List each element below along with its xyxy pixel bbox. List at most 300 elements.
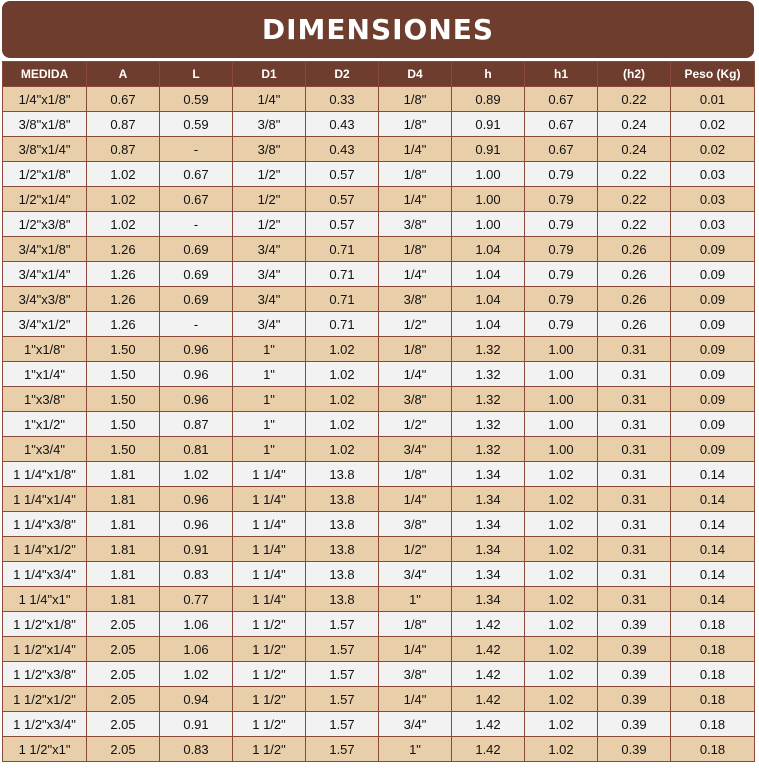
table-cell: 0.91 <box>452 112 525 137</box>
table-cell: 1/2"x1/4" <box>3 187 87 212</box>
table-cell: 1.34 <box>452 587 525 612</box>
table-cell: 0.09 <box>671 262 755 287</box>
table-cell: 1.00 <box>452 187 525 212</box>
table-cell: 0.26 <box>598 312 671 337</box>
table-cell: 1"x3/8" <box>3 387 87 412</box>
table-cell: 1.02 <box>525 612 598 637</box>
table-cell: 0.09 <box>671 362 755 387</box>
table-cell: 0.31 <box>598 537 671 562</box>
table-cell: 1/2" <box>233 212 306 237</box>
table-cell: 1.04 <box>452 312 525 337</box>
table-cell: 3/4" <box>379 562 452 587</box>
table-cell: 1.50 <box>87 412 160 437</box>
table-cell: 3/4" <box>379 712 452 737</box>
table-cell: 1.57 <box>306 737 379 762</box>
table-cell: 1 1/4"x1/2" <box>3 537 87 562</box>
table-cell: 0.83 <box>160 737 233 762</box>
table-cell: 1" <box>233 412 306 437</box>
table-cell: 3/8" <box>233 137 306 162</box>
table-cell: 1/4" <box>233 87 306 112</box>
table-cell: 1.00 <box>452 162 525 187</box>
table-cell: 0.39 <box>598 662 671 687</box>
table-cell: 1" <box>233 362 306 387</box>
table-row <box>3 712 755 737</box>
table-cell: 1.02 <box>306 412 379 437</box>
table-cell: 1.32 <box>452 387 525 412</box>
table-cell: 0.18 <box>671 612 755 637</box>
table-row <box>3 137 755 162</box>
table-cell: 0.02 <box>671 112 755 137</box>
table-row <box>3 337 755 362</box>
table-cell: 1.57 <box>306 687 379 712</box>
table-cell: 0.91 <box>452 137 525 162</box>
table-cell: 13.8 <box>306 487 379 512</box>
table-cell: 0.18 <box>671 712 755 737</box>
table-row <box>3 562 755 587</box>
table-cell: 0.71 <box>306 312 379 337</box>
table-cell: 0.22 <box>598 212 671 237</box>
table-cell: 3/4"x1/4" <box>3 262 87 287</box>
table-cell: 1 1/4"x1/8" <box>3 462 87 487</box>
column-header: MEDIDA <box>3 62 87 87</box>
table-row <box>3 87 755 112</box>
table-cell: 1.02 <box>525 662 598 687</box>
table-cell: 1 1/2"x1/8" <box>3 612 87 637</box>
table-cell: 0.94 <box>160 687 233 712</box>
table-row <box>3 262 755 287</box>
table-cell: 3/4"x1/8" <box>3 237 87 262</box>
table-cell: 1.34 <box>452 462 525 487</box>
table-cell: 1/2"x3/8" <box>3 212 87 237</box>
table-cell: 1/8" <box>379 112 452 137</box>
table-cell: 1.02 <box>525 712 598 737</box>
table-cell: 0.39 <box>598 712 671 737</box>
table-cell: 0.09 <box>671 312 755 337</box>
table-cell: 0.18 <box>671 637 755 662</box>
table-cell: 1.50 <box>87 387 160 412</box>
table-cell: 1"x1/4" <box>3 362 87 387</box>
table-cell: 1/8" <box>379 237 452 262</box>
table-cell: 1/4" <box>379 362 452 387</box>
table-cell: 0.79 <box>525 187 598 212</box>
table-cell: 0.71 <box>306 262 379 287</box>
table-cell: 0.31 <box>598 337 671 362</box>
table-cell: 0.03 <box>671 162 755 187</box>
table-cell: 0.26 <box>598 237 671 262</box>
column-header: h <box>452 62 525 87</box>
table-cell: 0.77 <box>160 587 233 612</box>
table-row <box>3 412 755 437</box>
table-cell: - <box>160 212 233 237</box>
table-cell: 0.57 <box>306 162 379 187</box>
table-cell: 0.26 <box>598 287 671 312</box>
table-cell: 2.05 <box>87 737 160 762</box>
table-cell: 0.39 <box>598 637 671 662</box>
table-cell: 1.34 <box>452 512 525 537</box>
table-row <box>3 112 755 137</box>
column-header: (h2) <box>598 62 671 87</box>
table-cell: 1.26 <box>87 262 160 287</box>
table-cell: 1/4" <box>379 137 452 162</box>
table-cell: 3/8" <box>379 287 452 312</box>
table-cell: 0.22 <box>598 187 671 212</box>
table-cell: 1.02 <box>525 562 598 587</box>
table-cell: 1.57 <box>306 637 379 662</box>
table-cell: 0.69 <box>160 237 233 262</box>
table-cell: 1/2" <box>379 412 452 437</box>
table-cell: 1.02 <box>525 537 598 562</box>
table-cell: 1.42 <box>452 637 525 662</box>
table-cell: 0.03 <box>671 212 755 237</box>
table-cell: 0.67 <box>87 87 160 112</box>
table-cell: 1 1/4"x3/4" <box>3 562 87 587</box>
table-cell: 1.57 <box>306 712 379 737</box>
table-cell: 2.05 <box>87 687 160 712</box>
table-cell: 1 1/2"x3/4" <box>3 712 87 737</box>
table-cell: 1.06 <box>160 612 233 637</box>
table-cell: 1.26 <box>87 287 160 312</box>
table-cell: 1.81 <box>87 512 160 537</box>
table-cell: 1.02 <box>306 337 379 362</box>
table-cell: 0.91 <box>160 712 233 737</box>
table-cell: 1 1/2" <box>233 737 306 762</box>
table-cell: 0.67 <box>525 112 598 137</box>
table-cell: 3/4" <box>379 437 452 462</box>
table-cell: 1" <box>233 437 306 462</box>
dimensions-table <box>2 61 755 762</box>
column-header: D2 <box>306 62 379 87</box>
column-header: D4 <box>379 62 452 87</box>
table-cell: 3/4" <box>233 262 306 287</box>
table-cell: 0.03 <box>671 187 755 212</box>
table-cell: 1"x1/8" <box>3 337 87 362</box>
table-cell: 3/8" <box>379 512 452 537</box>
table-cell: 0.96 <box>160 362 233 387</box>
table-cell: 1 1/2" <box>233 662 306 687</box>
page-title: DIMENSIONES <box>261 13 495 46</box>
table-cell: 0.43 <box>306 112 379 137</box>
table-cell: 1.00 <box>525 362 598 387</box>
table-cell: 0.69 <box>160 287 233 312</box>
table-cell: 0.67 <box>525 87 598 112</box>
table-cell: 1.02 <box>525 462 598 487</box>
table-cell: 1.32 <box>452 337 525 362</box>
table-cell: 1.00 <box>525 387 598 412</box>
table-cell: 1.02 <box>87 162 160 187</box>
table-cell: 13.8 <box>306 462 379 487</box>
column-header: Peso (Kg) <box>671 62 755 87</box>
table-cell: 1.26 <box>87 312 160 337</box>
table-cell: 2.05 <box>87 712 160 737</box>
table-row <box>3 237 755 262</box>
table-cell: 0.91 <box>160 537 233 562</box>
table-row <box>3 687 755 712</box>
table-cell: 2.05 <box>87 612 160 637</box>
table-cell: 1.50 <box>87 437 160 462</box>
table-cell: 3/8"x1/4" <box>3 137 87 162</box>
table-cell: 0.18 <box>671 687 755 712</box>
table-cell: 1.42 <box>452 687 525 712</box>
table-cell: 0.67 <box>160 187 233 212</box>
table-cell: 0.96 <box>160 487 233 512</box>
table-cell: - <box>160 137 233 162</box>
table-cell: 1.26 <box>87 237 160 262</box>
column-header: D1 <box>233 62 306 87</box>
table-cell: 1/2" <box>379 537 452 562</box>
table-cell: 0.09 <box>671 287 755 312</box>
table-cell: 1 1/2" <box>233 612 306 637</box>
table-cell: 0.22 <box>598 87 671 112</box>
table-cell: 0.81 <box>160 437 233 462</box>
table-cell: 1.42 <box>452 612 525 637</box>
table-cell: 1 1/4" <box>233 537 306 562</box>
table-cell: 0.09 <box>671 387 755 412</box>
table-cell: 2.05 <box>87 637 160 662</box>
table-cell: 0.31 <box>598 587 671 612</box>
table-cell: 13.8 <box>306 512 379 537</box>
table-cell: 1 1/2" <box>233 637 306 662</box>
table-cell: 1/8" <box>379 612 452 637</box>
table-cell: 1" <box>233 387 306 412</box>
column-header: h1 <box>525 62 598 87</box>
table-cell: 1.34 <box>452 487 525 512</box>
table-cell: 0.22 <box>598 162 671 187</box>
table-cell: 0.39 <box>598 737 671 762</box>
table-cell: 1" <box>233 337 306 362</box>
table-cell: 0.31 <box>598 437 671 462</box>
table-cell: 3/8" <box>379 387 452 412</box>
table-cell: 1.42 <box>452 712 525 737</box>
table-row <box>3 587 755 612</box>
table-cell: 0.79 <box>525 162 598 187</box>
table-cell: 1.02 <box>160 662 233 687</box>
table-cell: 0.24 <box>598 112 671 137</box>
table-cell: 1/2" <box>233 162 306 187</box>
table-cell: 0.14 <box>671 462 755 487</box>
table-row <box>3 387 755 412</box>
table-cell: 1"x3/4" <box>3 437 87 462</box>
table-cell: 0.14 <box>671 587 755 612</box>
table-cell: 0.57 <box>306 187 379 212</box>
table-cell: 0.79 <box>525 237 598 262</box>
table-cell: 1/8" <box>379 337 452 362</box>
table-cell: 1.81 <box>87 537 160 562</box>
table-cell: 1.02 <box>525 637 598 662</box>
table-cell: 0.26 <box>598 262 671 287</box>
table-cell: 0.59 <box>160 112 233 137</box>
column-header: A <box>87 62 160 87</box>
table-cell: 1.81 <box>87 487 160 512</box>
table-cell: 1.32 <box>452 412 525 437</box>
table-cell: 1.02 <box>306 362 379 387</box>
table-cell: 0.39 <box>598 687 671 712</box>
table-cell: 1.02 <box>306 387 379 412</box>
table-cell: 0.57 <box>306 212 379 237</box>
table-cell: 0.01 <box>671 87 755 112</box>
table-cell: 1.34 <box>452 537 525 562</box>
table-cell: 1.42 <box>452 662 525 687</box>
table-cell: - <box>160 312 233 337</box>
table-cell: 1 1/4" <box>233 562 306 587</box>
table-cell: 0.79 <box>525 312 598 337</box>
table-cell: 0.69 <box>160 262 233 287</box>
table-cell: 0.96 <box>160 512 233 537</box>
table-cell: 0.79 <box>525 262 598 287</box>
table-cell: 1.00 <box>525 437 598 462</box>
table-cell: 0.09 <box>671 437 755 462</box>
table-cell: 0.96 <box>160 337 233 362</box>
table-cell: 3/4" <box>233 237 306 262</box>
table-cell: 0.18 <box>671 737 755 762</box>
table-cell: 0.71 <box>306 287 379 312</box>
table-cell: 13.8 <box>306 562 379 587</box>
table-row <box>3 212 755 237</box>
table-cell: 0.09 <box>671 412 755 437</box>
table-cell: 1.50 <box>87 362 160 387</box>
table-cell: 1 1/2" <box>233 687 306 712</box>
table-cell: 1" <box>379 587 452 612</box>
table-cell: 0.31 <box>598 487 671 512</box>
table-cell: 1.81 <box>87 587 160 612</box>
table-cell: 1 1/4" <box>233 587 306 612</box>
table-cell: 0.87 <box>87 112 160 137</box>
table-cell: 1 1/4" <box>233 487 306 512</box>
table-cell: 1.57 <box>306 612 379 637</box>
table-row <box>3 537 755 562</box>
table-cell: 0.39 <box>598 612 671 637</box>
table-cell: 1/8" <box>379 162 452 187</box>
table-cell: 0.83 <box>160 562 233 587</box>
table-cell: 1.02 <box>306 437 379 462</box>
table-cell: 0.67 <box>160 162 233 187</box>
table-cell: 1 1/4"x1" <box>3 587 87 612</box>
table-cell: 1.04 <box>452 237 525 262</box>
table-row <box>3 187 755 212</box>
table-cell: 0.14 <box>671 512 755 537</box>
table-cell: 0.18 <box>671 662 755 687</box>
table-cell: 1.57 <box>306 662 379 687</box>
table-cell: 13.8 <box>306 537 379 562</box>
table-cell: 0.33 <box>306 87 379 112</box>
table-cell: 1 1/2"x1/2" <box>3 687 87 712</box>
table-cell: 0.43 <box>306 137 379 162</box>
table-cell: 1.42 <box>452 737 525 762</box>
table-cell: 1/8" <box>379 87 452 112</box>
table-cell: 1.02 <box>525 512 598 537</box>
table-cell: 3/8"x1/8" <box>3 112 87 137</box>
table-cell: 1/4" <box>379 687 452 712</box>
table-header-row <box>3 62 755 87</box>
table-cell: 1.32 <box>452 362 525 387</box>
table-cell: 2.05 <box>87 662 160 687</box>
table-row <box>3 312 755 337</box>
table-cell: 1 1/4"x1/4" <box>3 487 87 512</box>
table-cell: 0.79 <box>525 287 598 312</box>
table-row <box>3 287 755 312</box>
table-cell: 1.04 <box>452 262 525 287</box>
table-cell: 0.02 <box>671 137 755 162</box>
table-row <box>3 487 755 512</box>
table-cell: 1.81 <box>87 462 160 487</box>
table-row <box>3 512 755 537</box>
table-cell: 1 1/2" <box>233 712 306 737</box>
table-cell: 13.8 <box>306 587 379 612</box>
table-cell: 0.31 <box>598 362 671 387</box>
table-cell: 1.04 <box>452 287 525 312</box>
table-cell: 0.87 <box>87 137 160 162</box>
table-cell: 1 1/2"x1" <box>3 737 87 762</box>
table-row <box>3 612 755 637</box>
table-cell: 0.24 <box>598 137 671 162</box>
table-row <box>3 737 755 762</box>
table-cell: 1.02 <box>525 687 598 712</box>
table-cell: 0.14 <box>671 537 755 562</box>
table-cell: 1.02 <box>87 187 160 212</box>
table-cell: 1.00 <box>452 212 525 237</box>
table-row <box>3 662 755 687</box>
table-cell: 0.67 <box>525 137 598 162</box>
table-cell: 1 1/4" <box>233 462 306 487</box>
table-cell: 1/4" <box>379 187 452 212</box>
table-cell: 3/4"x1/2" <box>3 312 87 337</box>
table-cell: 0.59 <box>160 87 233 112</box>
table-cell: 0.31 <box>598 462 671 487</box>
table-cell: 0.14 <box>671 487 755 512</box>
table-row <box>3 162 755 187</box>
table-cell: 1.00 <box>525 337 598 362</box>
table-cell: 1/4"x1/8" <box>3 87 87 112</box>
table-cell: 1.34 <box>452 562 525 587</box>
table-cell: 1"x1/2" <box>3 412 87 437</box>
table-cell: 0.71 <box>306 237 379 262</box>
table-cell: 1 1/2"x3/8" <box>3 662 87 687</box>
table-cell: 1/2" <box>233 187 306 212</box>
table-cell: 1 1/4"x3/8" <box>3 512 87 537</box>
table-row <box>3 462 755 487</box>
table-cell: 1/4" <box>379 637 452 662</box>
table-cell: 1.02 <box>525 487 598 512</box>
table-cell: 1.32 <box>452 437 525 462</box>
table-row <box>3 362 755 387</box>
table-cell: 1" <box>379 737 452 762</box>
table-cell: 0.14 <box>671 562 755 587</box>
table-cell: 3/8" <box>233 112 306 137</box>
table-cell: 1.00 <box>525 412 598 437</box>
table-cell: 3/8" <box>379 662 452 687</box>
title-banner <box>2 1 754 58</box>
table-cell: 0.87 <box>160 412 233 437</box>
table-cell: 0.79 <box>525 212 598 237</box>
table-cell: 3/4" <box>233 287 306 312</box>
table-cell: 1 1/2"x1/4" <box>3 637 87 662</box>
table-cell: 3/4"x3/8" <box>3 287 87 312</box>
table-cell: 1.02 <box>525 737 598 762</box>
column-header: L <box>160 62 233 87</box>
table-cell: 0.89 <box>452 87 525 112</box>
table-cell: 3/8" <box>379 212 452 237</box>
table-cell: 1.06 <box>160 637 233 662</box>
table-row <box>3 637 755 662</box>
table-cell: 1.50 <box>87 337 160 362</box>
table-cell: 1 1/4" <box>233 512 306 537</box>
table-cell: 3/4" <box>233 312 306 337</box>
table-cell: 1/2"x1/8" <box>3 162 87 187</box>
table-cell: 1.02 <box>160 462 233 487</box>
table-cell: 1/4" <box>379 262 452 287</box>
table-cell: 0.31 <box>598 562 671 587</box>
table-row <box>3 437 755 462</box>
table-cell: 1.02 <box>87 212 160 237</box>
